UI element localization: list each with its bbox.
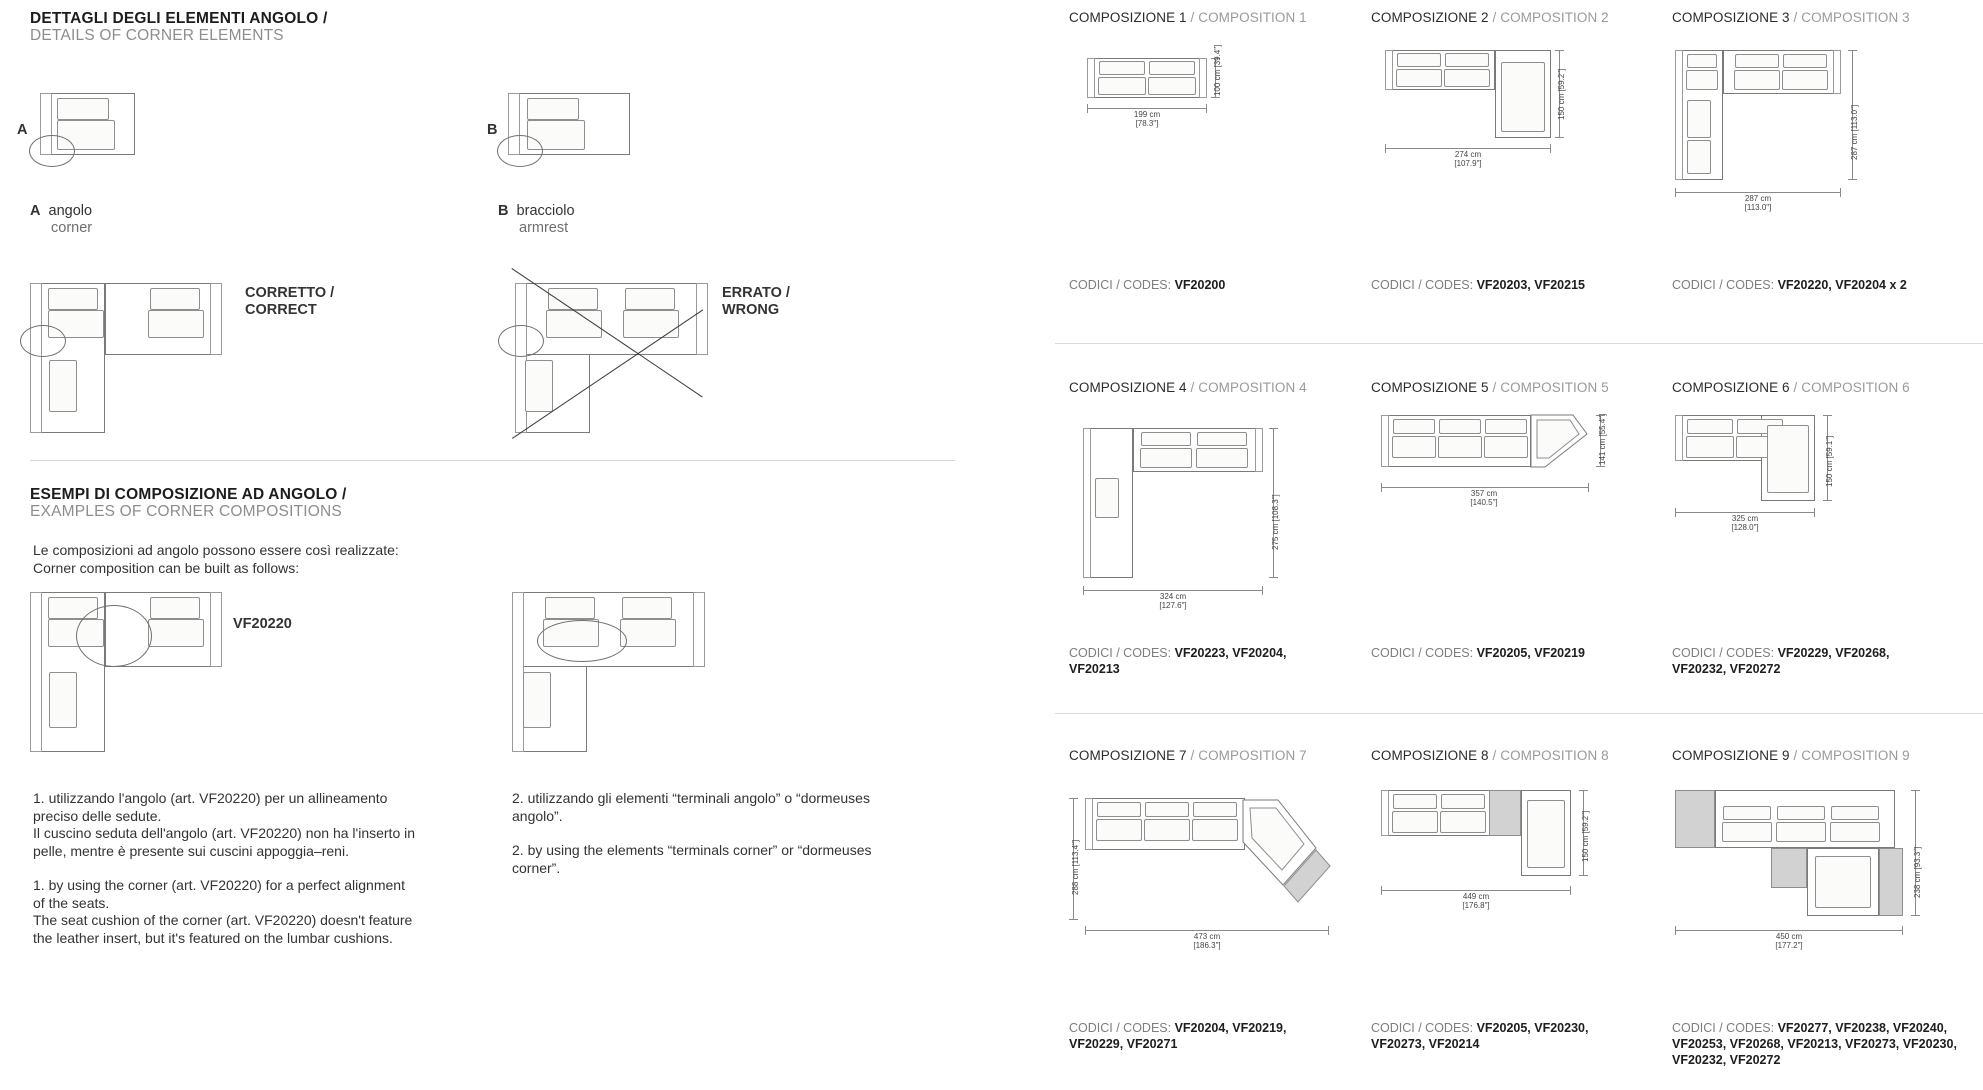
marker-b: B xyxy=(487,122,498,138)
label-correct-en: CORRECT xyxy=(245,301,317,318)
composition-6-dim-v xyxy=(1825,436,1834,487)
composition-7-dim-h-label: 473 cm xyxy=(1193,932,1221,941)
composition-6-dim-v-sub: [59.1"] xyxy=(1825,435,1834,459)
composition-9-dim-v-sub: [93.3"] xyxy=(1913,846,1922,870)
composition-9-dim-h xyxy=(1749,932,1829,950)
composition-9-dim-h-sub: [177.2"] xyxy=(1775,941,1803,950)
composition-8-dim-h-label: 449 cm xyxy=(1462,892,1490,901)
composition-5-dim-v xyxy=(1598,414,1607,465)
composition-8-dim-v-label: 150 cm xyxy=(1581,835,1590,862)
section-corner-details-title xyxy=(30,10,327,44)
composition-2-title xyxy=(1371,10,1609,25)
section-corner-examples-title xyxy=(30,486,347,520)
note-2 xyxy=(512,790,962,877)
section2-title-en: EXAMPLES OF CORNER COMPOSITIONS xyxy=(30,503,342,520)
section2-title-it: ESEMPI DI COMPOSIZIONE AD ANGOLO / xyxy=(30,486,347,503)
section2-intro-en: Corner composition can be built as follows: xyxy=(33,559,300,576)
composition-7-angled-chaise xyxy=(1238,790,1333,920)
codes-prefix-5: CODICI / CODES: xyxy=(1371,646,1474,660)
codes-prefix-4: CODICI / CODES: xyxy=(1069,646,1172,660)
composition-3-codes-value: VF20220, VF20204 x 2 xyxy=(1777,278,1907,292)
divider-row-1 xyxy=(1055,343,1983,344)
composition-2-dim-v-sub: [59.2"] xyxy=(1557,68,1566,92)
composition-7-codes-value: VF20204, VF20219, VF20229, VF20271 xyxy=(1069,1021,1287,1051)
composition-9-codes xyxy=(1672,1020,1962,1068)
composition-5-title-it: COMPOSIZIONE 5 xyxy=(1371,380,1489,395)
composition-7-dim-h-sub: [186.3"] xyxy=(1193,941,1221,950)
note1-en-l4: the leather insert, but it's featured on the lumbar cushions. xyxy=(33,929,393,946)
composition-5-title-en: / COMPOSITION 5 xyxy=(1492,380,1609,395)
composition-5-dim-h-label: 357 cm xyxy=(1470,489,1498,498)
composition-4-dim-h xyxy=(1133,592,1213,610)
composition-5-dim-h xyxy=(1444,489,1524,507)
composition-9-title-en: / COMPOSITION 9 xyxy=(1793,748,1910,763)
note1-it-l4: pelle, mentre è presente sui cuscini appoggia–reni. xyxy=(33,842,349,859)
composition-8-codes xyxy=(1371,1020,1621,1052)
composition-1-dim-h-sub: [78.3"] xyxy=(1135,119,1159,128)
composition-7-title-en: / COMPOSITION 7 xyxy=(1190,748,1307,763)
composition-6-dim-h-label: 325 cm xyxy=(1731,514,1759,523)
codes-prefix-9: CODICI / CODES: xyxy=(1672,1021,1775,1035)
composition-2-title-it: COMPOSIZIONE 2 xyxy=(1371,10,1489,25)
composition-7-dim-v-sub: [113.4"] xyxy=(1071,839,1080,867)
legend-b-marker: B xyxy=(498,203,509,219)
note1-it-l3: Il cuscino seduta dell'angolo (art. VF20220) non ha l'inserto in xyxy=(33,825,416,841)
legend-a-it: angolo xyxy=(48,203,93,219)
composition-9-title xyxy=(1672,748,1910,763)
codes-prefix-8: CODICI / CODES: xyxy=(1371,1021,1474,1035)
composition-5-title xyxy=(1371,380,1609,395)
composition-6-codes xyxy=(1672,645,1932,677)
composition-3-title-en: / COMPOSITION 3 xyxy=(1793,10,1910,25)
composition-3-title-it: COMPOSIZIONE 3 xyxy=(1672,10,1790,25)
composition-3-dim-v-label: 287 cm xyxy=(1850,133,1859,160)
marker-a: A xyxy=(17,122,28,138)
composition-3-dim-h xyxy=(1718,194,1798,212)
composition-2-dim-v-label: 150 cm xyxy=(1557,93,1566,120)
composition-2-codes xyxy=(1371,277,1621,293)
composition-2-dim-h-label: 274 cm xyxy=(1454,150,1482,159)
composition-1-dim-h xyxy=(1107,110,1187,128)
composition-1-title-en: / COMPOSITION 1 xyxy=(1190,10,1307,25)
composition-5-codes xyxy=(1371,645,1621,661)
composition-9-codes-value: VF20277, VF20238, VF20240, VF20253, VF20268, VF20213, VF20273, VF20230, VF20232, VF20272 xyxy=(1672,1021,1957,1067)
composition-8-dim-v xyxy=(1581,811,1590,862)
composition-3-dim-h-label: 287 cm xyxy=(1744,194,1772,203)
composition-1-dim-v-sub: [39.4"] xyxy=(1213,44,1222,68)
composition-2-codes-value: VF20203, VF20215 xyxy=(1476,278,1585,292)
note1-en-l2: of the seats. xyxy=(33,894,110,911)
composition-7-dim-h xyxy=(1167,932,1247,950)
composition-4-title xyxy=(1069,380,1307,395)
composition-5-dim-v-sub: [55.4"] xyxy=(1598,413,1607,437)
composition-6-title xyxy=(1672,380,1910,395)
composition-6-dim-v-label: 150 cm xyxy=(1825,460,1834,487)
legend-b-it: bracciolo xyxy=(516,203,575,219)
legend-b xyxy=(498,203,575,236)
composition-4-codes xyxy=(1069,645,1319,677)
codes-prefix-3: CODICI / CODES: xyxy=(1672,278,1775,292)
composition-7-title-it: COMPOSIZIONE 7 xyxy=(1069,748,1187,763)
note1-en-l3: The seat cushion of the corner (art. VF20220) doesn't feature xyxy=(33,912,413,928)
composition-4-dim-h-label: 324 cm xyxy=(1159,592,1187,601)
divider-left xyxy=(30,460,955,461)
legend-a-en: corner xyxy=(51,219,93,236)
codes-prefix: CODICI / CODES: xyxy=(1069,278,1172,292)
legend-a xyxy=(30,203,92,236)
composition-6-title-it: COMPOSIZIONE 6 xyxy=(1672,380,1790,395)
note1-it-l2: preciso delle sedute. xyxy=(33,807,162,824)
callout-code-vf20220: VF20220 xyxy=(233,616,292,632)
composition-2-title-en: / COMPOSITION 2 xyxy=(1492,10,1609,25)
composition-4-title-en: / COMPOSITION 4 xyxy=(1190,380,1307,395)
composition-3-codes xyxy=(1672,277,1972,293)
label-correct xyxy=(245,285,334,318)
composition-2-dim-h xyxy=(1428,150,1508,168)
composition-4-dim-v xyxy=(1271,494,1280,550)
composition-7-codes xyxy=(1069,1020,1319,1052)
composition-4-dim-v-label: 275 cm xyxy=(1271,523,1280,550)
legend-b-en: armrest xyxy=(519,219,569,236)
composition-4-title-it: COMPOSIZIONE 4 xyxy=(1069,380,1187,395)
composition-1-dim-h-label: 199 cm xyxy=(1133,110,1161,119)
composition-8-title-en: / COMPOSITION 8 xyxy=(1492,748,1609,763)
composition-2-dim-h-sub: [107.9"] xyxy=(1454,159,1482,168)
composition-3-dim-v-sub: [113.0"] xyxy=(1850,104,1859,132)
composition-1-dim-v xyxy=(1213,45,1222,96)
composition-3-title xyxy=(1672,10,1910,25)
composition-4-codes-value: VF20223, VF20204, VF20213 xyxy=(1069,646,1287,676)
composition-8-dim-h-sub: [176.8"] xyxy=(1462,901,1490,910)
divider-row-2 xyxy=(1055,713,1983,714)
composition-6-dim-h-sub: [128.0"] xyxy=(1731,523,1759,532)
section2-intro-it: Le composizioni ad angolo possono essere così realizzate: xyxy=(33,542,399,558)
composition-7-dim-v xyxy=(1071,840,1080,895)
composition-5-dim-h-sub: [140.5"] xyxy=(1470,498,1498,507)
codes-prefix-2: CODICI / CODES: xyxy=(1371,278,1474,292)
composition-9-dim-h-label: 450 cm xyxy=(1775,932,1803,941)
composition-1-codes xyxy=(1069,277,1319,293)
composition-5-dim-v-label: 141 cm xyxy=(1598,438,1607,465)
right-panel xyxy=(1055,0,1983,1090)
composition-6-codes-value: VF20229, VF20268, VF20232, VF20272 xyxy=(1672,646,1890,676)
label-wrong-en: WRONG xyxy=(722,301,780,318)
composition-4-dim-v-sub: [108.3"] xyxy=(1271,494,1280,522)
composition-8-dim-h xyxy=(1436,892,1516,910)
note1-en-l1: 1. by using the corner (art. VF20220) for a perfect alignment xyxy=(33,877,405,893)
composition-2-dim-v xyxy=(1557,69,1566,120)
label-wrong xyxy=(722,285,790,318)
legend-a-marker: A xyxy=(30,203,41,219)
composition-1-title xyxy=(1069,10,1307,25)
note2-it-l2: angolo”. xyxy=(512,807,563,824)
note2-it-l1: 2. utilizzando gli elementi “terminali angolo” o “dormeuses xyxy=(512,790,870,806)
note1-it-l1: 1. utilizzando l'angolo (art. VF20220) per un allineamento xyxy=(33,790,388,806)
codes-prefix-6: CODICI / CODES: xyxy=(1672,646,1775,660)
label-wrong-it: ERRATO / xyxy=(722,285,790,301)
codes-prefix-7: CODICI / CODES: xyxy=(1069,1021,1172,1035)
note-1 xyxy=(33,790,483,947)
composition-8-title-it: COMPOSIZIONE 8 xyxy=(1371,748,1489,763)
composition-1-codes-value: VF20200 xyxy=(1174,278,1226,292)
composition-5-angled-element xyxy=(1525,408,1595,478)
composition-3-dim-h-sub: [113.0"] xyxy=(1744,203,1772,212)
composition-8-dim-v-sub: [59.2"] xyxy=(1581,810,1590,834)
composition-8-title xyxy=(1371,748,1609,763)
composition-7-title xyxy=(1069,748,1307,763)
note2-en-l2: corner”. xyxy=(512,859,561,876)
label-correct-it: CORRETTO / xyxy=(245,285,335,301)
composition-6-dim-h xyxy=(1705,514,1785,532)
composition-9-title-it: COMPOSIZIONE 9 xyxy=(1672,748,1790,763)
composition-4-dim-h-sub: [127.6"] xyxy=(1159,601,1187,610)
composition-9-dim-v xyxy=(1913,847,1922,898)
composition-7-dim-v-label: 288 cm xyxy=(1071,868,1080,895)
composition-8-codes-value: VF20205, VF20230, VF20273, VF20214 xyxy=(1371,1021,1589,1051)
composition-1-dim-v-label: 100 cm xyxy=(1213,69,1222,96)
section1-title-it: DETTAGLI DEGLI ELEMENTI ANGOLO / xyxy=(30,10,328,27)
composition-9-dim-v-label: 238 cm xyxy=(1913,871,1922,898)
composition-3-dim-v xyxy=(1850,105,1859,160)
composition-1-title-it: COMPOSIZIONE 1 xyxy=(1069,10,1187,25)
section1-title-en: DETAILS OF CORNER ELEMENTS xyxy=(30,27,284,44)
composition-5-codes-value: VF20205, VF20219 xyxy=(1476,646,1585,660)
section2-intro xyxy=(33,542,553,577)
note2-en-l1: 2. by using the elements “terminals corner” or “dormeuses xyxy=(512,842,872,858)
composition-6-title-en: / COMPOSITION 6 xyxy=(1793,380,1910,395)
